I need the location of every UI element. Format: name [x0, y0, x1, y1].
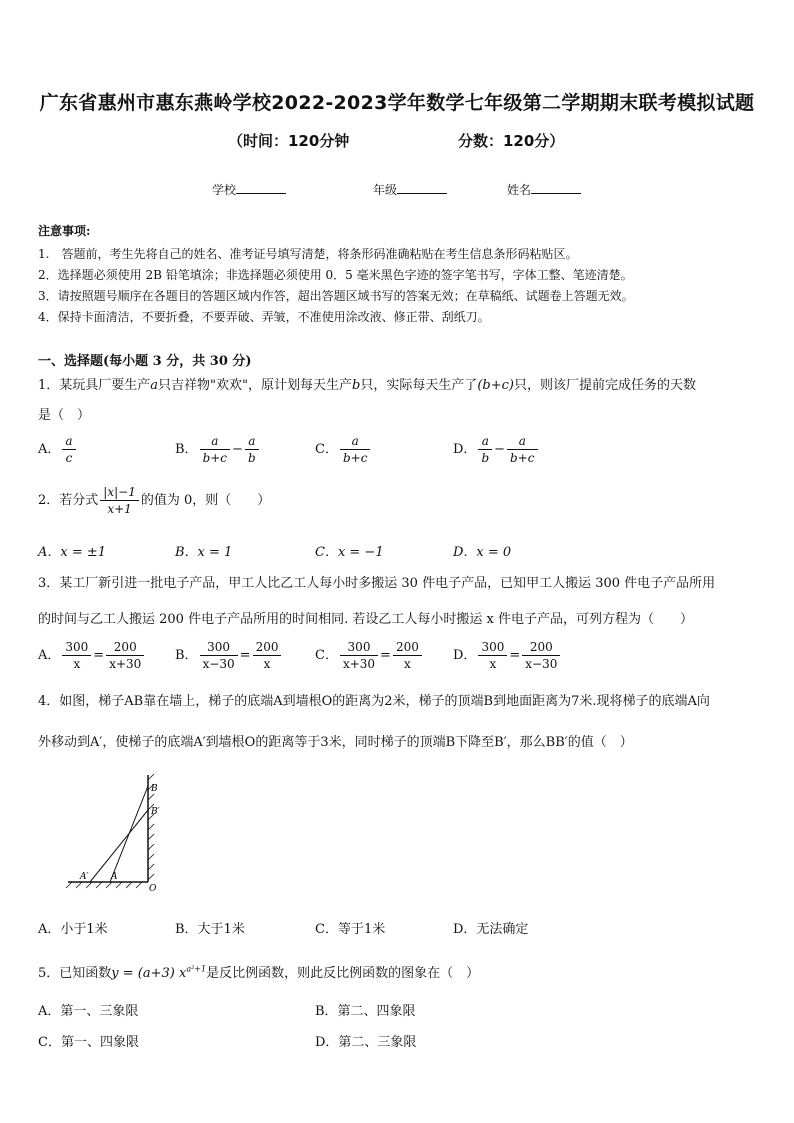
denominator: x+30: [109, 657, 142, 671]
denominator: b: [247, 451, 256, 465]
paper-title: 广东省惠州市惠东燕岭学校2022-2023学年数学七年级第二学期期末联考模拟试题: [39, 92, 755, 114]
numerator: 300: [478, 639, 507, 656]
q2-option-a[interactable]: A．x = ±1: [38, 545, 107, 560]
denominator: x: [404, 657, 411, 671]
exam-score: 分数：120分）: [458, 132, 565, 150]
q4-option-c[interactable]: C．等于1米: [315, 922, 386, 937]
numerator: a: [507, 433, 537, 450]
grade-blank: [397, 181, 447, 194]
denominator: b+c: [342, 451, 368, 465]
q1-var-a: a: [150, 378, 159, 393]
denominator: x+1: [107, 502, 132, 516]
question-1-stem-line2: 是（ ）: [38, 408, 91, 423]
denominator: b+c: [510, 451, 535, 465]
note-item: 4．保持卡面清洁，不要折叠，不要弄破、弄皱，不准使用涂改液、修正带、刮纸刀。: [38, 310, 490, 324]
q1-var-bc: (b+c): [477, 378, 514, 393]
equals-sign: =: [380, 648, 391, 663]
option-letter: B．: [175, 648, 198, 663]
q5-text: 5．已知函数: [38, 966, 112, 981]
option-letter: D．: [453, 442, 477, 457]
fraction: [393, 639, 422, 672]
q5-text: 是反比例函数，则此反比例函数的图象在（ ）: [206, 966, 480, 981]
note-item: 3．请按照题号顺序在各题目的答题区域内作答，超出答题区域书写的答案无效；在草稿纸、试题卷上答题无效。: [38, 289, 634, 303]
equals-sign: =: [509, 648, 521, 663]
numerator: a: [340, 433, 370, 450]
q5-option-d[interactable]: D．第二、三象限: [315, 1035, 417, 1050]
q5-function: y = (a+3) x: [111, 966, 187, 981]
fraction: [478, 433, 492, 466]
q1-text: 1．某玩具厂要生产: [38, 378, 151, 393]
numerator: 300: [340, 639, 378, 656]
question-1-stem: [38, 374, 696, 393]
q2-text: 的值为 0，则（ ）: [140, 493, 271, 508]
denominator: x−30: [525, 657, 558, 671]
fraction: [100, 484, 139, 517]
option-letter: C．: [315, 442, 338, 457]
q2-option-d[interactable]: D．x = 0: [453, 545, 512, 560]
question-3-stem-line2: 的时间与乙工人搬运 200 件电子产品所用的时间相同. 若设乙工人每小时搬运 x 件电子产品，可列方程为（ ）: [38, 612, 693, 627]
q1-var-b: b: [352, 378, 361, 393]
numerator: a: [62, 433, 75, 450]
numerator: 300: [200, 639, 238, 656]
question-4-stem-line2: 外移动到A′，使梯子的底端A′到墙根O的距离等于3米，同时梯子的顶端B下降至B′，那么BB′的值（ ）: [38, 735, 633, 750]
denominator: x: [489, 657, 497, 671]
numerator: 200: [393, 639, 422, 656]
ladder-figure: [60, 770, 180, 895]
q1-option-a[interactable]: [38, 433, 78, 466]
q1-text: 只，实际每天生产了: [360, 378, 478, 393]
label-b: B: [151, 784, 158, 794]
fraction: [340, 639, 378, 672]
school-label: 学校: [212, 183, 237, 197]
q1-text: 只，则该厂提前完成任务的天数: [514, 378, 697, 393]
numerator: 300: [62, 639, 91, 656]
option-letter: C．: [315, 648, 338, 663]
denominator: x−30: [202, 657, 235, 671]
name-field: [507, 181, 581, 198]
q3-option-c[interactable]: [315, 639, 424, 672]
option-letter: A．: [38, 442, 61, 457]
fraction: [340, 433, 370, 466]
fraction: [200, 433, 230, 466]
numerator: 200: [106, 639, 144, 656]
school-field: [212, 181, 286, 198]
minus-sign: −: [232, 442, 243, 457]
q5-option-b[interactable]: B．第二、四象限: [315, 1004, 416, 1019]
label-b-prime: B′: [151, 807, 160, 817]
q2-option-c[interactable]: C．x = −1: [315, 545, 384, 560]
grade-field: [373, 181, 447, 198]
section-heading: 一、选择题(每小题 3 分，共 30 分): [38, 354, 252, 369]
numerator: a: [478, 433, 492, 450]
question-2-stem: [38, 484, 270, 517]
q5-option-c[interactable]: C．第一、四象限: [38, 1035, 139, 1050]
note-item: 2．选择题必须使用 2B 铅笔填涂；非选择题必须使用 0．5 毫米黑色字迹的签字笔书写，字体工整、笔迹清楚。: [38, 268, 633, 282]
question-3-stem: 3．某工厂新引进一批电子产品，甲工人比乙工人每小时多搬运 30 件电子产品，已知甲工人搬运 300 件电子产品所用: [38, 576, 716, 591]
q4-option-d[interactable]: D．无法确定: [453, 922, 529, 937]
label-o: O: [149, 884, 157, 894]
fraction: [507, 433, 537, 466]
name-blank: [531, 181, 581, 194]
q1-option-b[interactable]: [175, 433, 261, 466]
denominator: b+c: [202, 451, 228, 465]
equals-sign: =: [93, 648, 105, 663]
ladder-apbp: [90, 810, 148, 882]
q3-option-b[interactable]: [175, 639, 283, 672]
q1-option-c[interactable]: [315, 433, 372, 466]
name-label: 姓名: [507, 183, 532, 197]
denominator: x: [263, 657, 271, 671]
fraction: [106, 639, 144, 672]
numerator: 200: [253, 639, 282, 656]
q2-option-b[interactable]: B．x = 1: [175, 545, 233, 560]
fraction: [253, 639, 282, 672]
fraction: [62, 639, 91, 672]
equals-sign: =: [239, 648, 251, 663]
numerator: a: [245, 433, 259, 450]
note-item: 1. 答题前，考生先将自己的姓名、准考证号填写清楚，将条形码准确粘贴在考生信息条形码粘贴区。: [38, 247, 578, 261]
grade-label: 年级: [373, 183, 398, 197]
q5-option-a[interactable]: A．第一、三象限: [38, 1004, 139, 1019]
label-a: A: [111, 872, 118, 882]
q3-option-a[interactable]: [38, 639, 146, 672]
fraction: [478, 639, 507, 672]
fraction: [245, 433, 259, 466]
q4-option-a[interactable]: A．小于1米: [38, 922, 108, 937]
denominator: x+30: [342, 657, 376, 671]
option-letter: B．: [175, 442, 198, 457]
option-letter: A．: [38, 648, 61, 663]
denominator: x: [73, 657, 81, 671]
q5-exponent: a²+1: [186, 964, 207, 974]
question-5-stem: [38, 962, 479, 981]
q1-option-d[interactable]: [453, 433, 540, 466]
denominator: b: [481, 451, 490, 465]
q4-option-b[interactable]: B．大于1米: [175, 922, 245, 937]
option-letter: D．: [453, 648, 477, 663]
fraction: [522, 639, 560, 672]
q2-text: 2．若分式: [38, 493, 99, 508]
denominator: c: [65, 451, 73, 465]
q3-option-d[interactable]: [453, 639, 562, 672]
numerator: a: [200, 433, 230, 450]
minus-sign: −: [494, 442, 506, 457]
question-4-stem: 4．如图，梯子AB靠在墙上，梯子的底端A到墙根O的距离为2米，梯子的顶端B到地面距离为7米.现将梯子的底端A向: [38, 694, 710, 709]
fraction: [200, 639, 238, 672]
numerator: 200: [522, 639, 560, 656]
exam-time: （时间：120分钟: [228, 132, 350, 150]
label-a-prime: A′: [80, 872, 89, 882]
numerator: |x|−1: [100, 484, 139, 501]
fraction: [62, 433, 75, 466]
q1-text: 只吉祥物"欢欢"，原计划每天生产: [158, 378, 353, 393]
notes-heading: 注意事项:: [38, 224, 91, 238]
school-blank: [236, 181, 286, 194]
